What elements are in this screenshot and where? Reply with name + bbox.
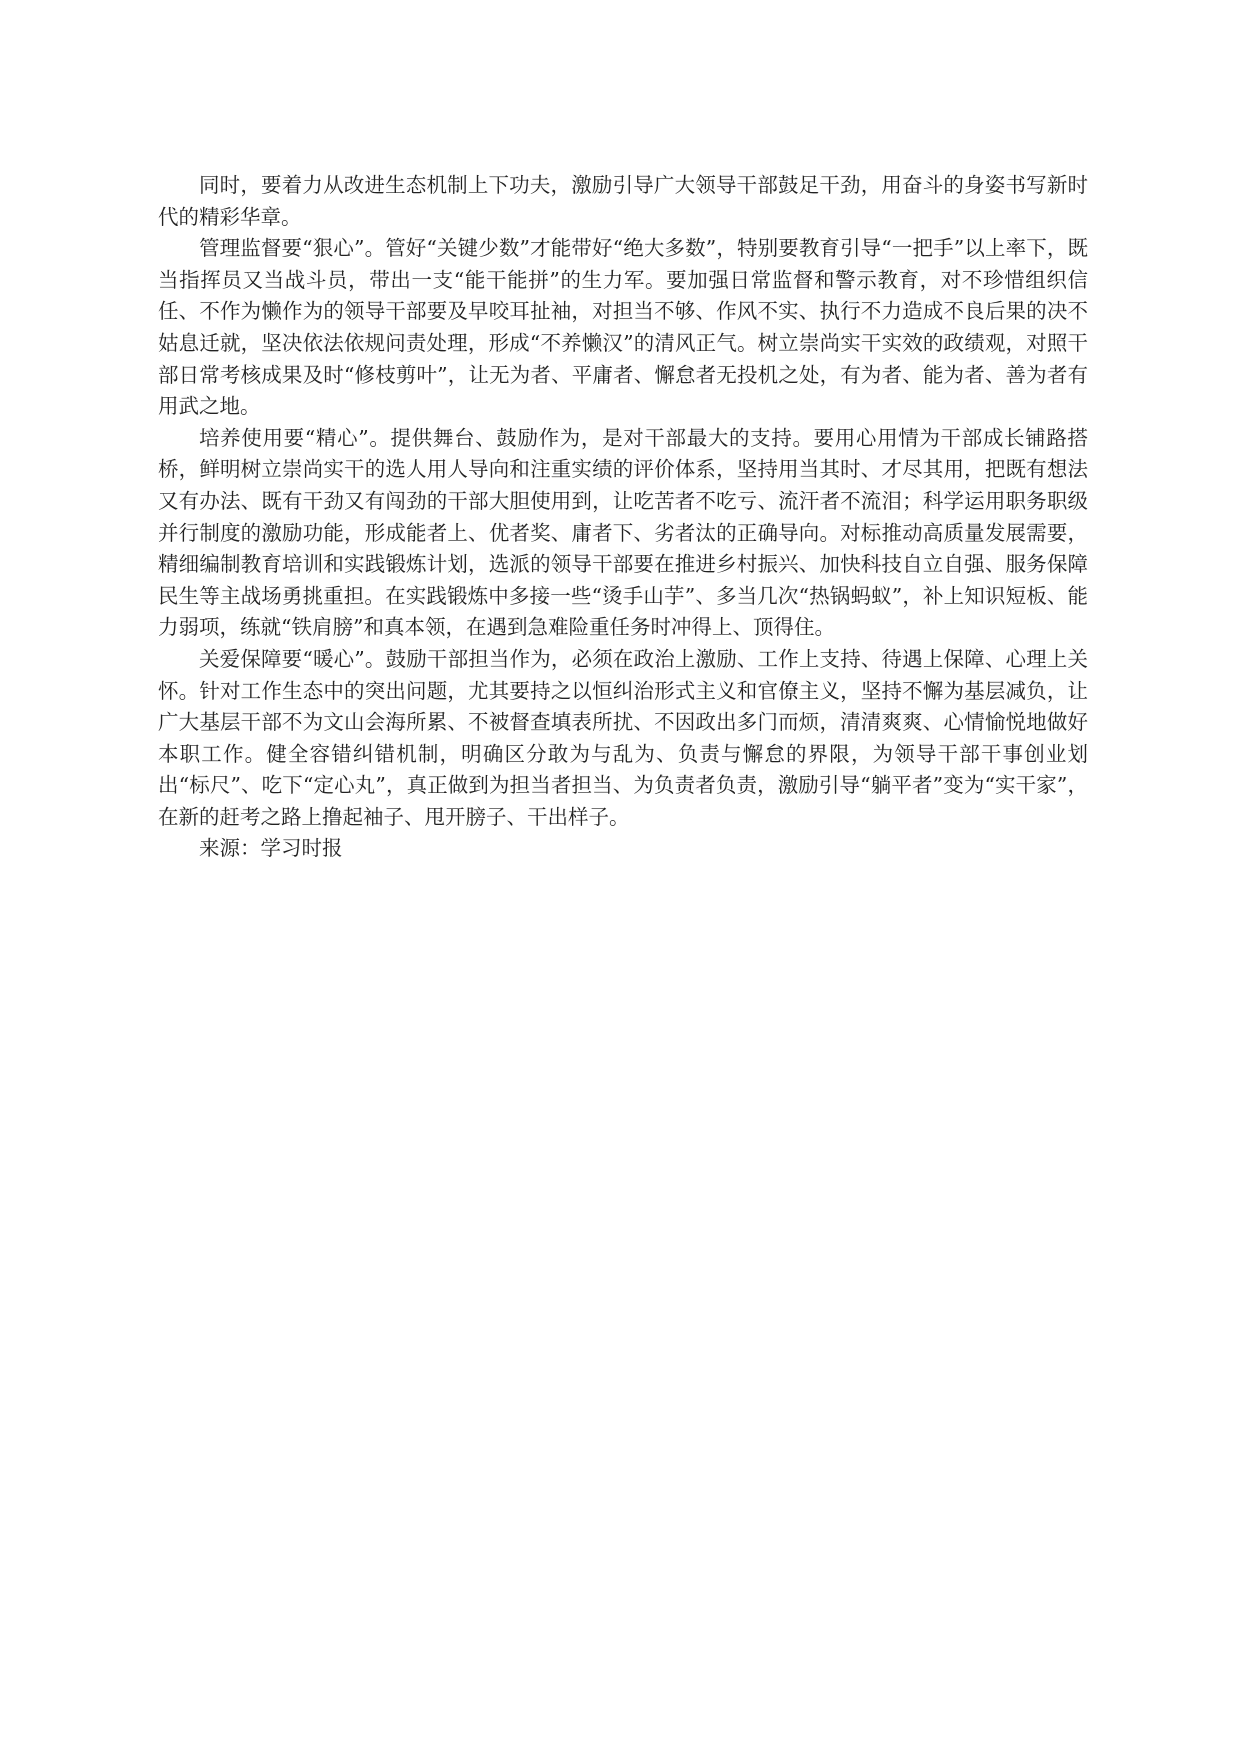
paragraph-care: 关爱保障要“暖心”。鼓励干部担当作为，必须在政治上激励、工作上支持、待遇上保障、心理上关怀。针对工作生态中的突出问题，尤其要持之以恒纠治形式主义和官僚主义，坚持不懈为基层减负，让广大基层干部不为文山会海所累、不被督查填表所扰、不因政出多门而烦，清清爽爽、心情愉悦地做好本职工作。健全容错纠错机制，明确区分敢为与乱为、负责与懈怠的界限，为领导干部干事创业划出“标尺”、吃下“定心丸”，真正做到为担当者担当、为负责者负责，激励引导“躺平者”变为“实干家”，在新的赶考之路上撸起袖子、甩开膀子、干出样子。 bbox=[158, 646, 1088, 829]
paragraph-supervision: 管理监督要“狠心”。管好“关键少数”才能带好“绝大多数”，特别要教育引导“一把手”以上率下，既当指挥员又当战斗员，带出一支“能干能拼”的生力军。要加强日常监督和警示教育，对不珍惜组织信任、不作为懒作为的领导干部要及早咬耳扯袖，对担当不够、作风不实、执行不力造成不良后果的决不姑息迁就，坚决依法依规问责处理，形成“不养懒汉”的清风正气。树立崇尚实干实效的政绩观，对照干部日常考核成果及时“修枝剪叶”，让无为者、平庸者、懈怠者无投机之处，有为者、能为者、善为者有用武之地。 bbox=[158, 236, 1088, 419]
article-body bbox=[158, 170, 1088, 865]
source-line: 来源：学习时报 bbox=[199, 836, 343, 861]
paragraph-training: 培养使用要“精心”。提供舞台、鼓励作为，是对干部最大的支持。要用心用情为干部成长铺路搭桥，鲜明树立崇尚实干的选人用人导向和注重实绩的评价体系，坚持用当其时、才尽其用，把既有想法又有办法、既有干劲又有闯劲的干部大胆使用到，让吃苦者不吃亏、流汗者不流泪；科学运用职务职级并行制度的激励功能，形成能者上、优者奖、庸者下、劣者汰的正确导向。对标推动高质量发展需要，精细编制教育培训和实践锻炼计划，选派的领导干部要在推进乡村振兴、加快科技自立自强、服务保障民生等主战场勇挑重担。在实践锻炼中多接一些“烫手山芋”、多当几次“热锅蚂蚁”，补上知识短板、能力弱项，练就“铁肩膀”和真本领，在遇到急难险重任务时冲得上、顶得住。 bbox=[158, 425, 1088, 640]
paragraph-intro: 同时，要着力从改进生态机制上下功夫，激励引导广大领导干部鼓足干劲，用奋斗的身姿书写新时代的精彩华章。 bbox=[158, 173, 1088, 229]
